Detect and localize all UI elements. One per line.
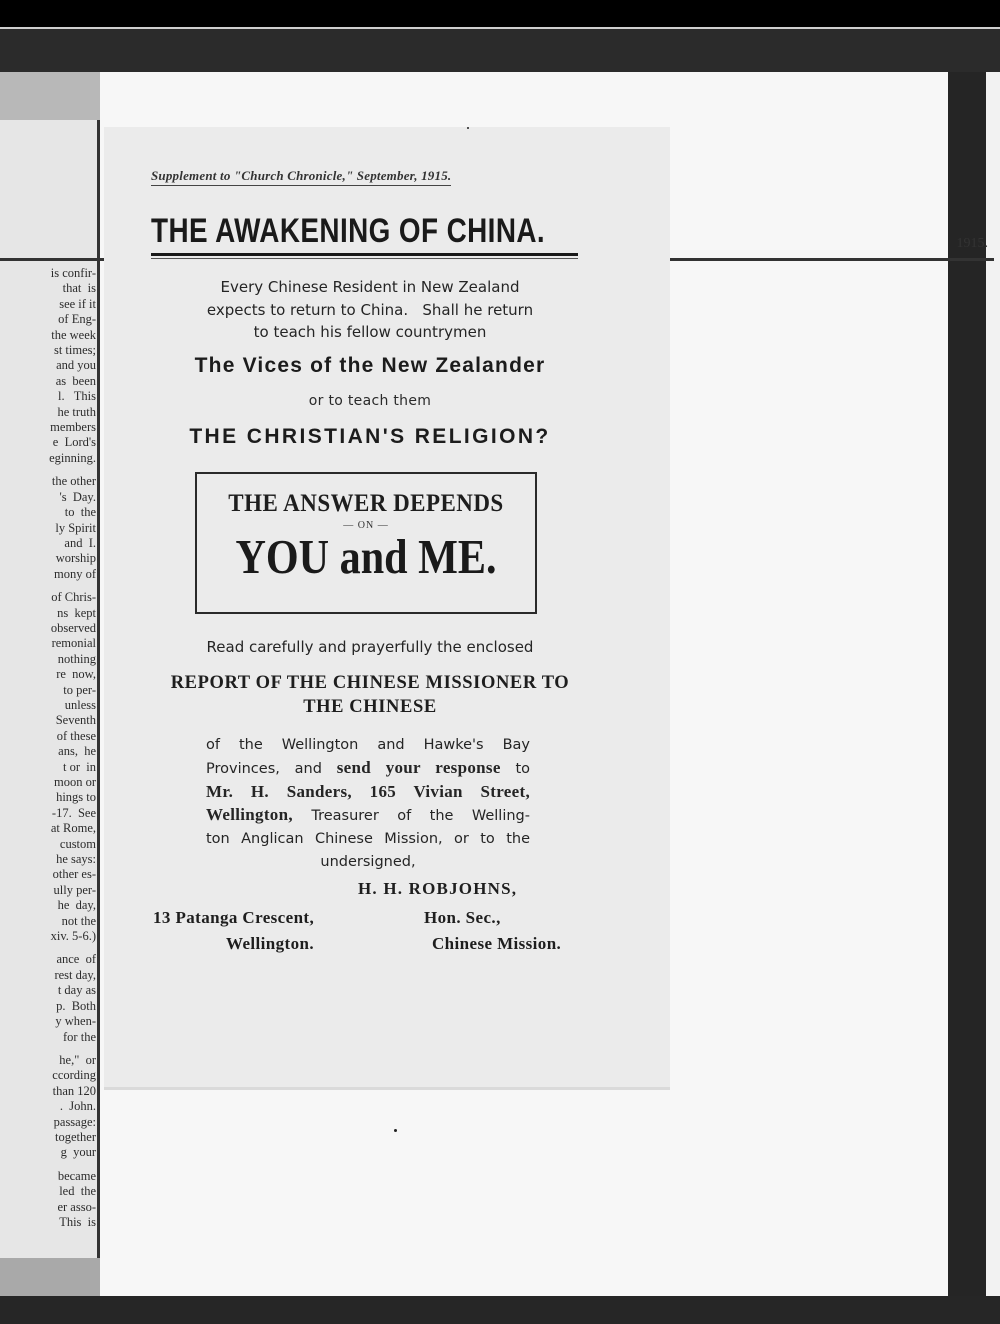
sanders-address: Mr. H. Sanders, 165 Vivian Street, [206,781,530,801]
left-page-line: xiv. 5-6.) [50,929,96,944]
left-page-line: hings to [56,790,96,805]
left-page-line: of Eng- [58,312,96,327]
left-page-line: -17. See [51,805,96,820]
left-page-line: members [50,420,96,435]
left-page-line: than 120 [52,1083,96,1098]
left-page-line: p. Both [56,998,96,1013]
body-line: of the Wellington and Hawke's Bay [206,737,530,753]
you-and-me-line: YOU and ME. [235,529,497,584]
body-line [206,781,530,805]
report-heading-line: REPORT OF THE CHINESE MISSIONER TO [170,673,570,693]
film-border-right [948,72,986,1297]
left-page-gap [0,1045,96,1053]
left-page-line: re now, [56,667,96,682]
left-page-line: y when- [55,1014,96,1029]
left-page-line: and I. [64,535,96,550]
body-emphasis: send your response [336,757,501,777]
left-page-line: worship [55,551,96,566]
left-page-line: to the [64,505,96,520]
left-page-line: became [57,1168,96,1183]
signature-address-line1: 13 Patanga Crescent, [153,908,315,927]
left-page-line: . John. [59,1099,96,1114]
left-page-line: as been [55,373,96,388]
title-rule-thin [151,258,578,259]
body-line [206,757,530,781]
left-page-line: er asso- [57,1199,96,1214]
left-page-line: t day as [57,983,96,998]
or-teach-line: or to teach them [308,393,432,409]
left-page-line: to per- [63,682,96,697]
left-page-gap [0,466,96,474]
left-page-line: ully per- [53,882,96,897]
report-heading-line: THE CHINESE [303,697,437,717]
signature-organization: Chinese Mission. [432,934,562,953]
left-page-gap [0,944,96,952]
body-line: ton Anglican Chinese Mission, or to the [206,831,530,848]
left-page-line: rest day, [54,967,96,982]
page-title: THE AWAKENING OF CHINA. [151,212,546,250]
left-page-shadow [0,72,100,120]
intro-line: to teach his fellow countrymen [253,323,487,341]
body-emphasis: Wellington, [206,805,293,825]
answer-box [195,472,537,614]
left-page-line: unless [64,697,96,712]
read-line: Read carefully and prayerfully the enclosed [206,638,534,656]
signature-title: Hon. Sec., [424,908,501,927]
left-page-year: 1915. [956,236,988,251]
body-text: Provinces, and [206,760,337,777]
scan-speck [467,127,469,129]
film-border-bottom [0,1296,1000,1324]
intro-line: expects to return to China. Shall he return [206,300,534,319]
left-page-line: ans, he [58,744,96,759]
left-page-line: ly Spirit [55,520,96,535]
body-text: Treasurer of the Welling- [292,808,530,825]
intro-line: Every Chinese Resident in New Zealand [220,278,520,296]
left-page-line: is confir- [50,266,96,280]
title-rule-thick [151,253,578,256]
left-page-line: remonial [51,636,96,651]
left-page-foot [0,1258,100,1296]
left-page-line: together [55,1129,96,1144]
left-page-line: mony of [53,566,96,581]
left-page-line: other es- [52,867,96,882]
left-page-line: g your [60,1145,96,1160]
answer-on-line: — ON — [343,520,389,531]
body-text: to [500,760,531,777]
left-page-line: moon or [53,775,96,789]
left-page-line: he," or [59,1052,96,1067]
left-page-line: e Lord's [52,435,96,450]
insert-page-edge [104,1087,670,1090]
scan-speck [394,1129,397,1132]
report-heading [140,671,600,719]
left-page-line: custom [59,836,96,851]
body-line [206,804,530,828]
religion-heading: THE CHRISTIAN'S RELIGION? [189,425,551,448]
left-page-line: of these [56,728,96,743]
left-page-line: for the [63,1029,96,1044]
body-paragraph [206,734,530,874]
supplement-line: Supplement to "Church Chronicle," September, 1915. [151,168,451,186]
left-page-line: This is [59,1214,96,1229]
left-page-line: he says: [56,852,96,867]
left-page-line: ance of [56,952,96,967]
vices-heading: The Vices of the New Zealander [194,354,546,377]
signature-name: H. H. ROBJOHNS, [358,879,518,898]
left-page-gap [0,1161,96,1169]
film-edge-right [986,72,1000,1297]
left-page-line: and you [56,358,96,373]
left-page-line: ns kept [57,605,96,620]
left-page-line: that is [62,281,96,296]
body-line: undersigned, [320,853,416,870]
left-page-line: st times; [53,343,96,358]
answer-depends-line: THE ANSWER DEPENDS [228,490,504,517]
left-page-line: passage: [53,1114,96,1129]
left-page-text-column [0,266,96,1230]
left-page-line: of Chris- [51,590,96,605]
left-page-line: nothing [57,651,96,666]
left-page-line: 's Day. [59,489,96,504]
left-page-line: ccording [52,1068,96,1083]
left-page-line: led the [59,1184,96,1199]
left-page-line: t or in [63,759,96,774]
left-page-line: observed [50,620,96,635]
left-page-line: eginning. [49,450,96,465]
left-page-line: not the [61,913,96,928]
left-page-line: see if it [59,296,96,311]
left-page-line: l. This [58,389,96,404]
intro-paragraph [140,276,600,344]
left-page-line: at Rome, [50,821,96,836]
left-page-gap [0,582,96,590]
left-page-line: the other [51,474,96,489]
left-page-line: Seventh [55,713,96,728]
signature-address-line2: Wellington. [226,934,314,953]
film-border-top [0,0,1000,27]
left-page-line: he day, [57,898,96,913]
left-page-line: he truth [57,404,96,419]
film-band-top [0,29,1000,72]
left-page-line: the week [51,327,96,342]
